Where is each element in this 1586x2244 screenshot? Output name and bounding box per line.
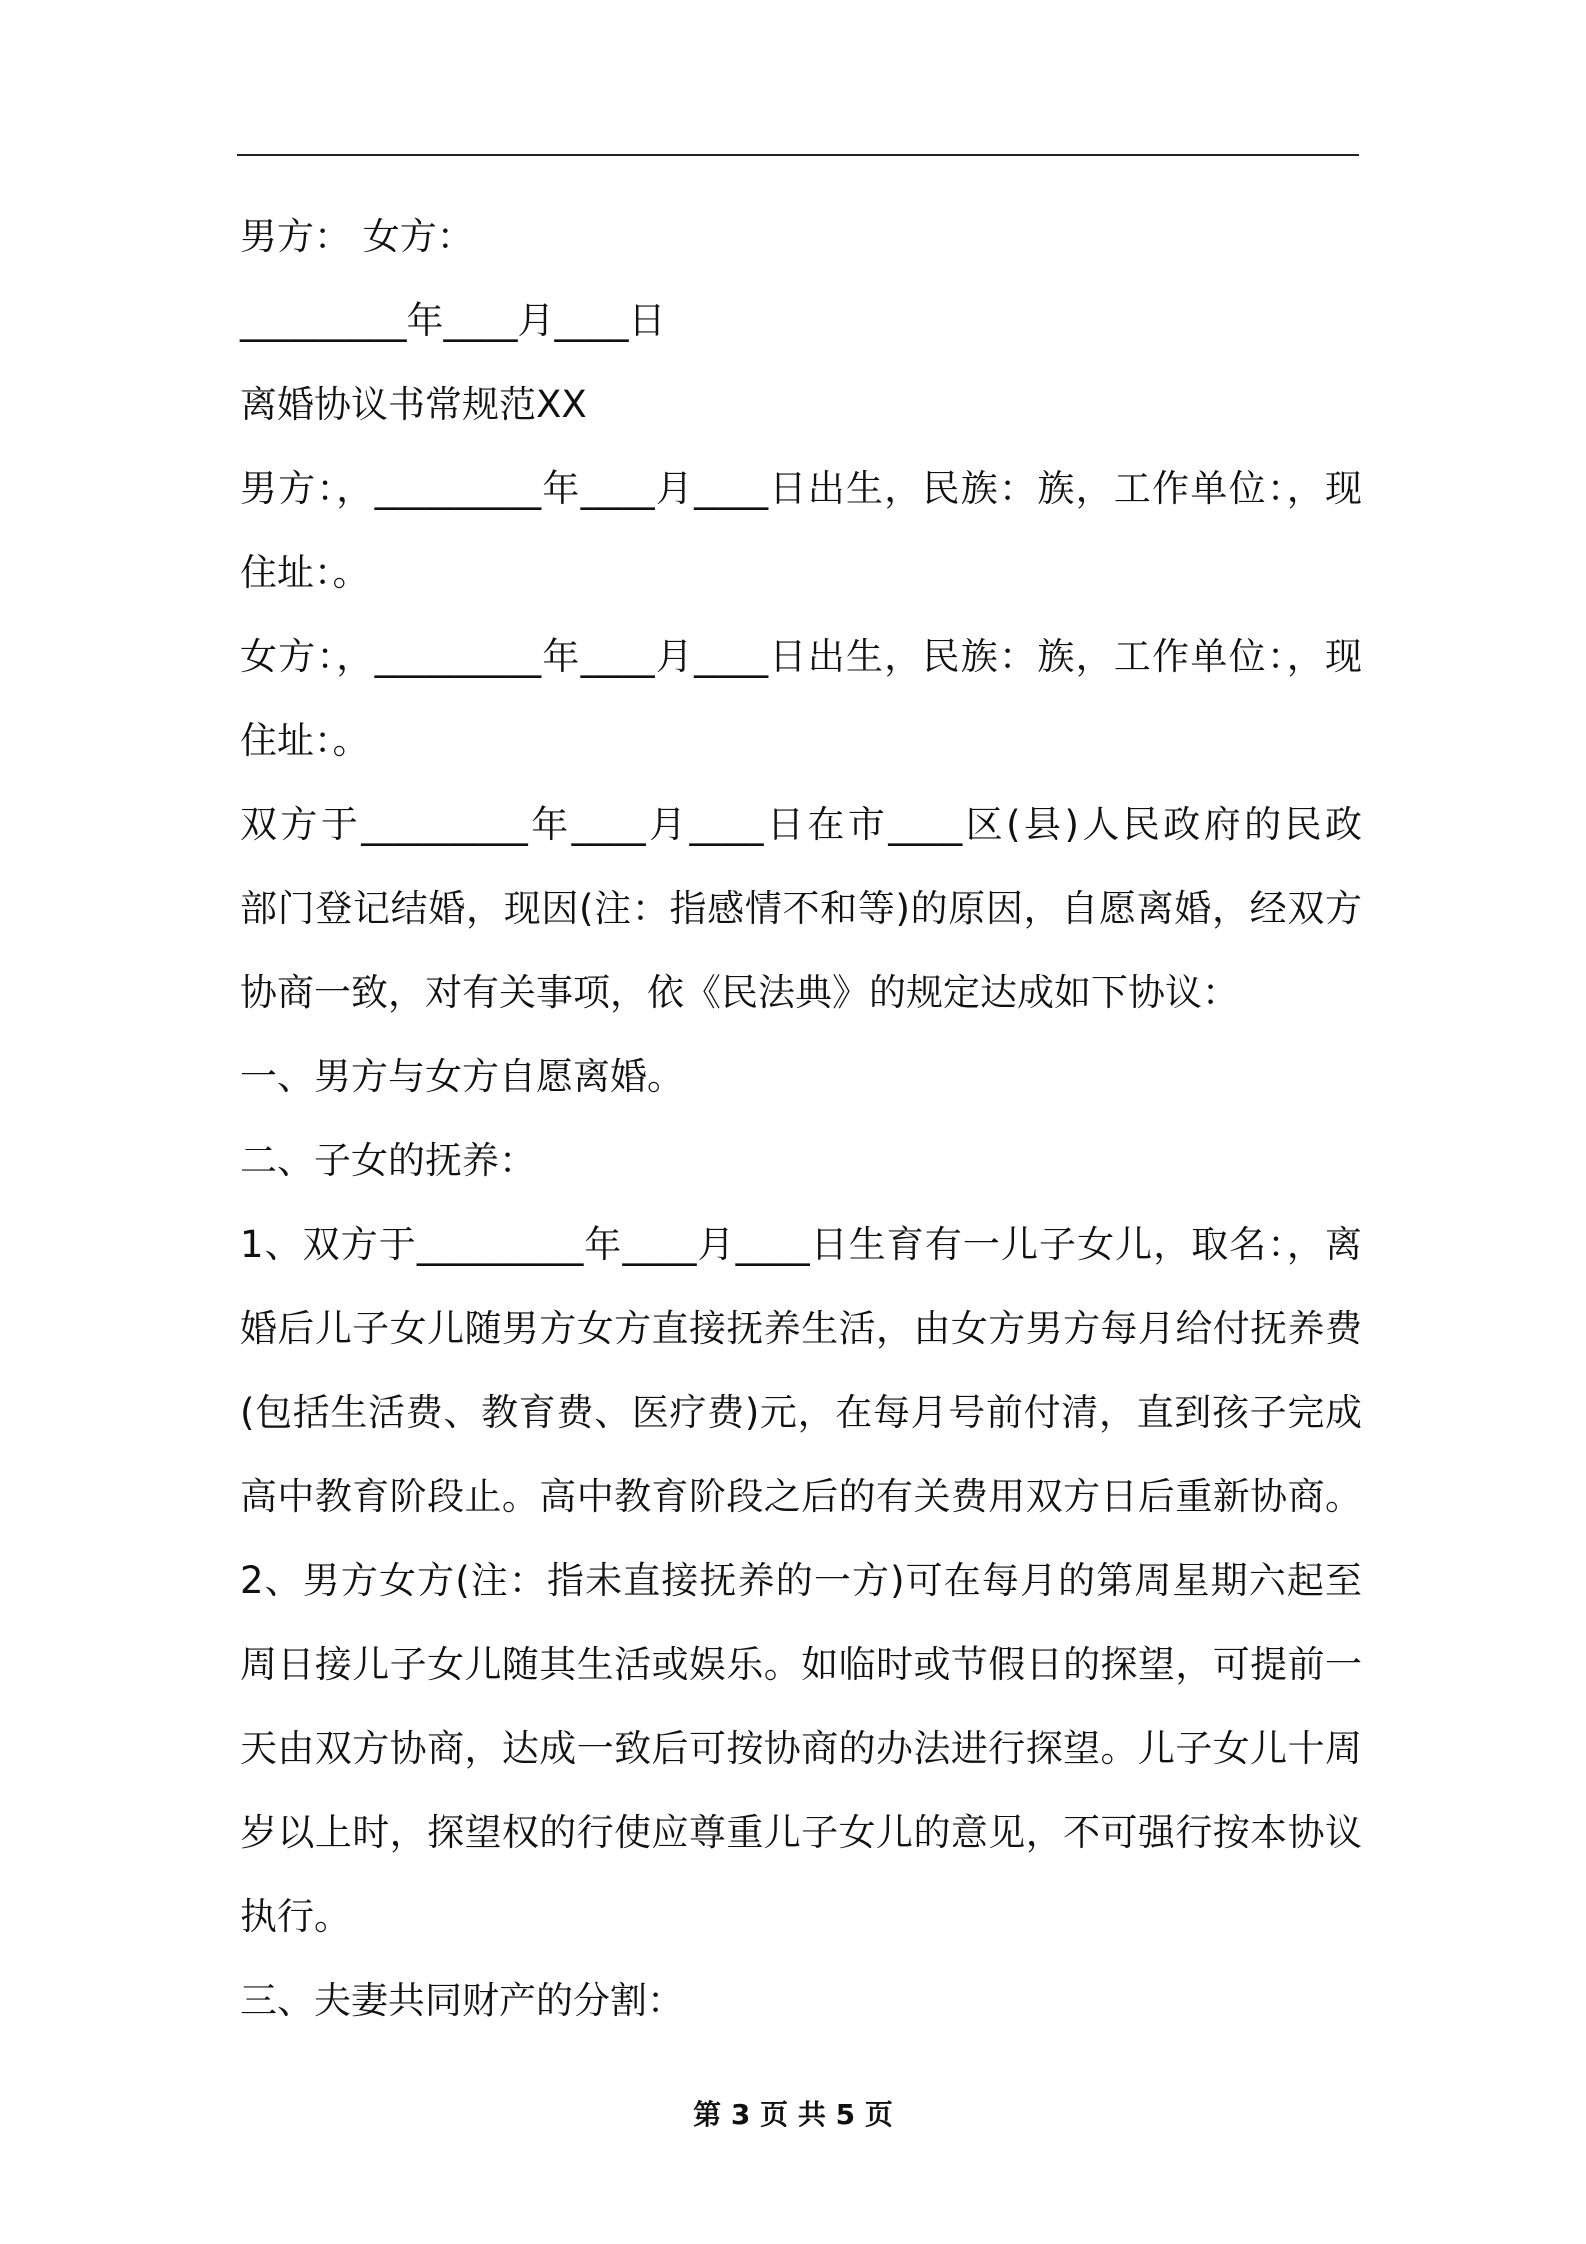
paragraph-line: 部门登记结婚，现因(注：指感情不和等)的原因，自愿离婚，经双方 [240,887,1362,930]
paragraph-line: 高中教育阶段止。高中教育阶段之后的有关费用双方日后重新协商。 [240,1475,1362,1518]
paragraph-line: 执行。 [240,1895,351,1938]
signature-line: 男方： 女方： [240,215,474,258]
paragraph-line: 天由双方协商，达成一致后可按协商的办法进行探望。儿子女儿十周 [240,1727,1362,1770]
paragraph-line: 岁以上时，探望权的行使应尊重儿子女儿的意见，不可强行按本协议 [240,1811,1362,1854]
header-rule [237,154,1359,156]
section-heading: 一、男方与女方自愿离婚。 [240,1055,684,1098]
paragraph-line: 住址：。 [240,719,370,762]
paragraph-line: 住址：。 [240,551,370,594]
paragraph-line: 周日接儿子女儿随其生活或娱乐。如临时或节假日的探望，可提前一 [240,1643,1362,1686]
document-body [240,195,1362,2043]
paragraph-line: 2、男方女方(注：指未直接抚养的一方)可在每月的第周星期六起至 [240,1559,1362,1602]
paragraph-line: 女方：，_________年____月____日出生，民族：族，工作单位：，现 [240,635,1362,678]
document-title: 离婚协议书常规范XX [240,383,587,426]
paragraph-line: 1、双方于_________年____月____日生育有一儿子女儿，取名：，离 [240,1223,1362,1266]
paragraph-line: 男方：，_________年____月____日出生，民族：族，工作单位：，现 [240,467,1362,510]
paragraph-line: (包括生活费、教育费、医疗费)元，在每月号前付清，直到孩子完成 [240,1391,1362,1434]
section-heading: 二、子女的抚养： [240,1139,536,1182]
page-number: 第 3 页 共 5 页 [693,2098,893,2131]
paragraph-line: 双方于_________年____月____日在市____区(县)人民政府的民政 [240,803,1362,846]
date-line: _________年____月____日 [240,299,666,342]
paragraph-line: 婚后儿子女儿随男方女方直接抚养生活，由女方男方每月给付抚养费 [240,1307,1362,1350]
paragraph-line: 协商一致，对有关事项，依《民法典》的规定达成如下协议： [240,971,1239,1014]
section-heading: 三、夫妻共同财产的分割： [240,1979,684,2022]
